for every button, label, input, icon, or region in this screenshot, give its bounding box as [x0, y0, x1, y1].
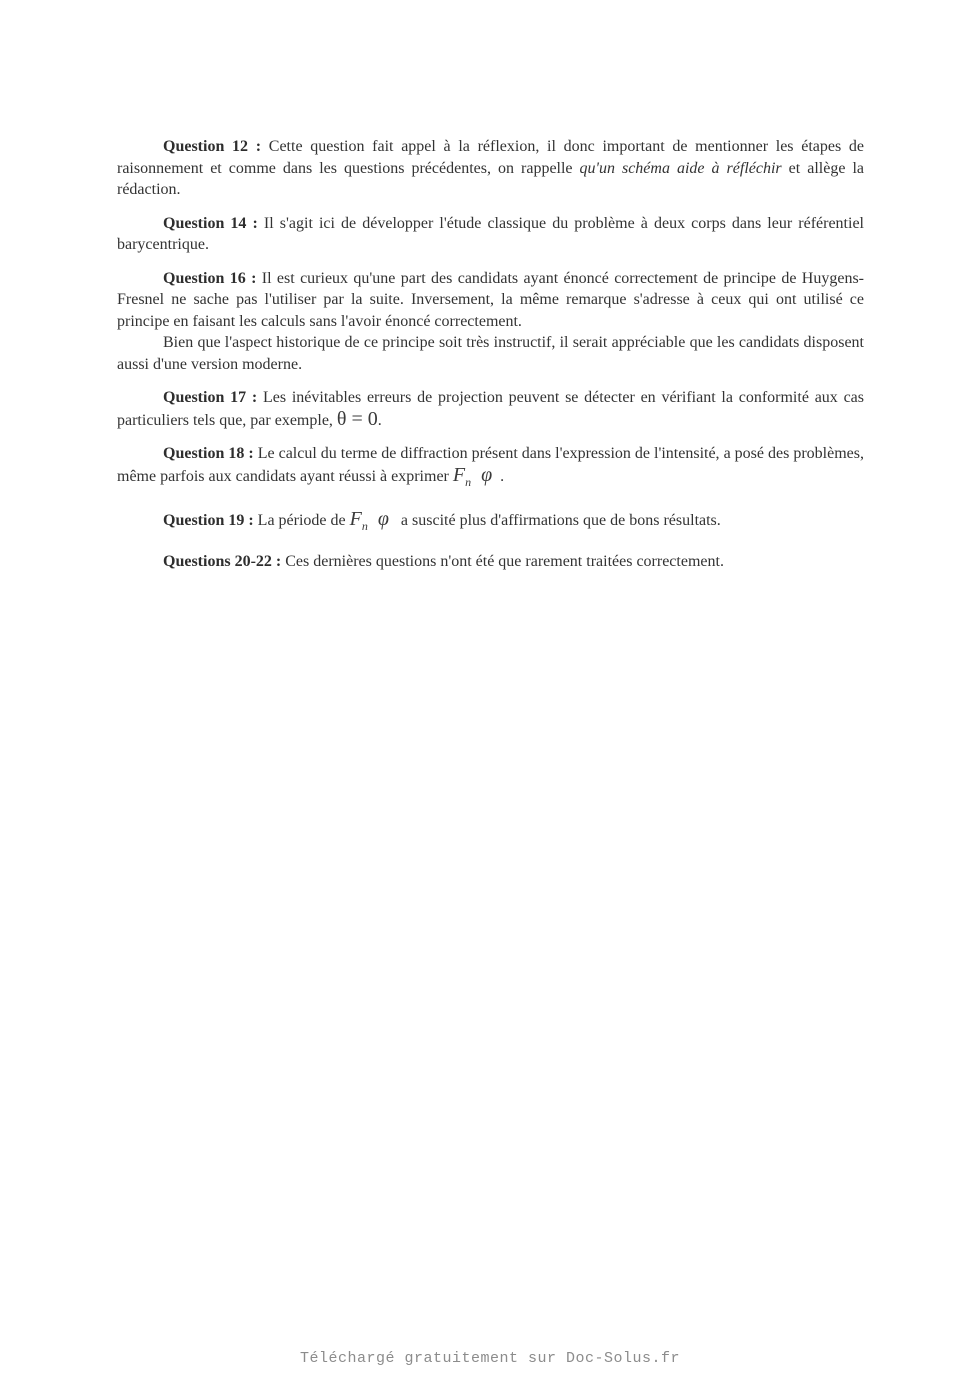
question-12-text: Cette question fait appel à la réflexion, il donc important de mentionner les étapes de raisonnement et comme dans les questions précédentes, on rappelle	[117, 138, 864, 177]
question-17-label: Question 17 :	[163, 389, 258, 406]
question-16-text: Il est curieux qu'une part des candidats ayant énoncé correctement de principe de Huygens-Fresnel ne sache pas l'utiliser par la suite. Inversement, la même remarque s'adresse à ceux qui ont utilisé ce principe en faisant les calculs sans l'avoir énoncé correctement.	[117, 269, 865, 330]
questions-20-22-label: Questions 20-22 :	[163, 552, 282, 570]
fn-phi-formula	[452, 463, 493, 489]
paragraph-question-12	[117, 136, 864, 201]
question-16-text-2: Bien que l'aspect historique de ce principe soit très instructif, il serait appréciable que les candidats disposent aussi d'une version moderne.	[117, 334, 864, 373]
formula-f-symbol: F	[452, 463, 466, 486]
phi-symbol: φ	[377, 508, 389, 530]
document-body	[117, 136, 864, 584]
question-14-label: Question 14 :	[163, 214, 258, 232]
paragraph-question-17	[117, 387, 864, 431]
question-12-text-after: et allège la rédaction.	[117, 159, 864, 198]
paragraph-question-14	[117, 213, 864, 256]
question-17-text: Les inévitables erreurs de projection peuvent se détecter en vérifiant la conformité aux cas particuliers tels que, par exemple,	[117, 389, 865, 429]
question-19-text-before: La période de	[253, 512, 350, 529]
question-12-label: Question 12 :	[163, 138, 262, 155]
question-19-text-after: a suscité plus d'affirmations que de bons résultats.	[396, 512, 721, 529]
theta-equals-zero-formula: θ = 0	[336, 407, 378, 430]
formula-f-symbol: F	[349, 508, 362, 530]
phi-symbol: φ	[481, 463, 493, 486]
question-16-label: Question 16 :	[163, 269, 257, 287]
paragraph-question-19	[117, 509, 864, 532]
question-18-label: Question 18 :	[163, 445, 254, 462]
questions-20-22-text: Ces dernières questions n'ont été que rarement traitées correctement.	[281, 552, 724, 570]
footer-watermark: Téléchargé gratuitement sur Doc-Solus.fr	[299, 1350, 681, 1367]
paragraph-question-18	[117, 443, 864, 487]
question-19-label: Question 19 :	[163, 512, 254, 529]
formula-n-subscript: n	[465, 474, 472, 489]
question-18-period: .	[500, 467, 505, 485]
paragraph-questions-20-22	[117, 551, 864, 573]
formula-n-subscript: n	[361, 519, 368, 533]
question-18-text: Le calcul du terme de diffraction présent dans l'expression de l'intensité, a posé des problèmes, même parfois aux candidats ayant réussi à exprimer	[117, 445, 865, 485]
paragraph-question-16	[117, 268, 864, 333]
question-14-text: Il s'agit ici de développer l'étude classique du problème à deux corps dans leur référentiel barycentrique.	[117, 214, 864, 253]
fn-phi-formula	[349, 508, 389, 533]
paragraph-question-16-continued	[117, 332, 864, 375]
question-17-period: .	[377, 411, 382, 429]
question-12-italic-phrase: qu'un schéma aide à réfléchir	[579, 159, 782, 177]
